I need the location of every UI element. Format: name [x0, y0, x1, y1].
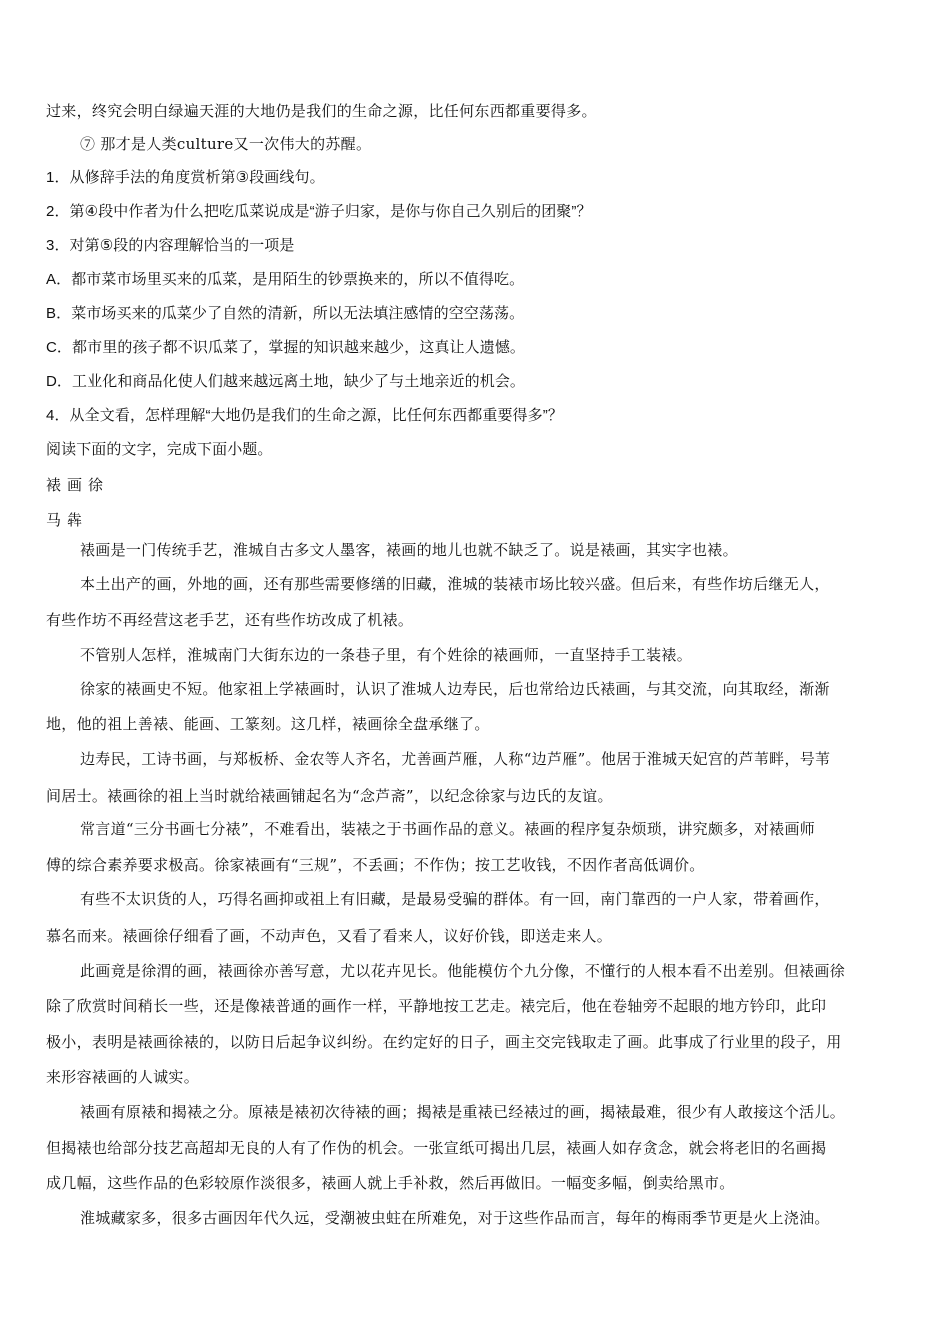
option-c: C．都市里的孩子都不识瓜菜了，掌握的知识越来越少，这真让人遗憾。	[46, 339, 526, 356]
option-a: A．都市菜市场里买来的瓜菜，是用陌生的钞票换来的，所以不值得吃。	[46, 271, 525, 288]
question-4: 4．从全文看，怎样理解“大地仍是我们的生命之源，比任何东西都重要得多”？	[46, 407, 563, 424]
option-b: B．菜市场买来的瓜菜少了自然的清新，所以无法填注感情的空空荡荡。	[46, 305, 525, 322]
story-paragraph: 有些不太识货的人，巧得名画抑或祖上有旧藏，是最易受骗的群体。有一回，南门靠西的一户人家，带着画作，	[80, 890, 830, 908]
story-paragraph-cont: 傅的综合素养要求极高。徐家裱画有“三规”，不丢画；不作伪；按工艺收钱，不因作者高低调价。	[46, 856, 705, 874]
passage-closing-line: 过来，终究会明白绿遍天涯的大地仍是我们的生命之源，比任何东西都重要得多。	[46, 102, 597, 120]
story-paragraph-cont: 除了欣赏时间稍长一些，还是像裱普通的画作一样，平静地按工艺走。裱完后，他在卷轴旁不起眼的地方钤印，此印	[46, 997, 827, 1015]
story-paragraph-cont: 慕名而来。裱画徐仔细看了画，不动声色，又看了看来人，议好价钱，即送走来人。	[46, 927, 613, 945]
story-paragraph: 徐家的裱画史不短。他家祖上学裱画时，认识了淮城人边寿民，后也常给边氏裱画，与其交流，向其取经，渐渐	[80, 680, 830, 698]
story-paragraph: 不管别人怎样，淮城南门大街东边的一条巷子里，有个姓徐的裱画师，一直坚持手工装裱。	[80, 646, 693, 664]
story-paragraph-cont: 成几幅，这些作品的色彩较原作淡很多，裱画人就上手补救，然后再做旧。一幅变多幅，倒卖给黑市。	[46, 1174, 735, 1192]
question-2: 2．第④段中作者为什么把吃瓜菜说成是“游子归家，是你与你自己久别后的团聚”？	[46, 203, 592, 220]
story-paragraph-cont: 极小，表明是裱画徐裱的，以防日后起争议纠纷。在约定好的日子，画主交完钱取走了画。此事成了行业里的段子，用	[46, 1033, 842, 1051]
story-paragraph-cont: 来形容裱画的人诚实。	[46, 1068, 200, 1086]
story-paragraph: 此画竟是徐渭的画，裱画徐亦善写意，尤以花卉见长。他能模仿个九分像，不懂行的人根本看不出差别。但裱画徐	[80, 962, 846, 980]
story-paragraph-cont: 但揭裱也给部分技艺高超却无良的人有了作伪的机会。一张宣纸可揭出几层，裱画人如存贪念，就会将老旧的名画揭	[46, 1139, 827, 1157]
story-paragraph: 淮城藏家多，很多古画因年代久远，受潮被虫蛀在所难免，对于这些作品而言，每年的梅雨季节更是火上浇油。	[80, 1209, 830, 1227]
story-paragraph-cont: 地，他的祖上善裱、能画、工篆刻。这几样，裱画徐全盘承继了。	[46, 715, 490, 733]
story-paragraph: 边寿民，工诗书画，与郑板桥、金农等人齐名，尤善画芦雁，人称“边芦雁”。他居于淮城天妃宫的芦苇畔，号苇	[80, 750, 831, 768]
story-author: 马犇	[46, 511, 89, 529]
story-paragraph: 裱画有原裱和揭裱之分。原裱是裱初次待裱的画；揭裱是重裱已经裱过的画，揭裱最难，很少有人敢接这个活儿。	[80, 1103, 846, 1121]
question-3: 3．对第⑤段的内容理解恰当的一项是	[46, 237, 295, 254]
option-d: D．工业化和商品化使人们越来越远离土地，缺少了与土地亲近的机会。	[46, 373, 526, 390]
story-paragraph: 本土出产的画，外地的画，还有那些需要修缮的旧藏，淮城的装裱市场比较兴盛。但后来，有些作坊后继无人，	[80, 575, 830, 593]
story-title: 裱画徐	[46, 476, 110, 494]
question-1: 1．从修辞手法的角度赏析第③段画线句。	[46, 169, 325, 186]
story-paragraph-cont: 有些作坊不再经营这老手艺，还有些作坊改成了机裱。	[46, 611, 414, 629]
story-paragraph: 裱画是一门传统手艺，淮城自古多文人墨客，裱画的地儿也就不缺乏了。说是裱画，其实字也裱。	[80, 541, 738, 559]
story-paragraph-cont: 间居士。裱画徐的祖上当时就给裱画铺起名为“念芦斋”，以纪念徐家与边氏的友谊。	[46, 787, 613, 805]
reading-instruction: 阅读下面的文字，完成下面小题。	[46, 441, 273, 458]
story-paragraph: 常言道“三分书画七分裱”，不难看出，装裱之于书画作品的意义。裱画的程序复杂烦琐，讲究颇多，对裱画师	[80, 820, 816, 838]
paragraph-7: ⑦ 那才是人类culture又一次伟大的苏醒。	[80, 135, 372, 153]
